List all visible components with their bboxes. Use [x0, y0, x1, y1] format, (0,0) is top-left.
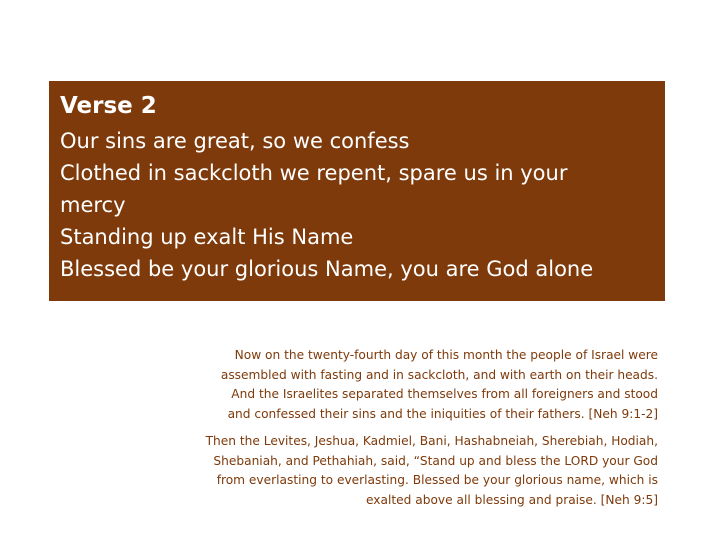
lyric-line: Standing up exalt His Name [60, 225, 354, 249]
scripture-line: Shebaniah, and Pethahiah, said, “Stand up and bless the LORD your God [213, 453, 658, 468]
lyric-line: Our sins are great, so we confess [60, 129, 410, 153]
lyric-line: Clothed in sackcloth we repent, spare us in your [60, 161, 568, 185]
lyric-line: Blessed be your glorious Name, you are God alone [60, 257, 594, 281]
scripture-passage-neh-9-5 [150, 432, 658, 510]
scripture-line: assembled with fasting and in sackcloth, and with earth on their heads. [220, 367, 658, 382]
scripture-line: Now on the twenty-fourth day of this month the people of Israel were [234, 348, 658, 362]
scripture-line: from everlasting to everlasting. Blessed be your glorious name, which is [216, 473, 658, 487]
scripture-reference-block [150, 346, 658, 518]
verse-lyrics-box [49, 81, 665, 301]
scripture-passage-neh-9-1-2 [150, 346, 658, 424]
scripture-line: And the Israelites separated themselves from all foreigners and stood [231, 387, 658, 401]
scripture-line: and confessed their sins and the iniquities of their fathers. [Neh 9:1-2] [227, 406, 658, 421]
scripture-line: Then the Levites, Jeshua, Kadmiel, Bani, Hashabneiah, Sherebiah, Hodiah, [205, 434, 658, 448]
scripture-line: exalted above all blessing and praise. [Neh 9:5] [366, 492, 658, 507]
lyric-line: mercy [60, 193, 126, 217]
verse-title: Verse 2 [60, 93, 157, 119]
